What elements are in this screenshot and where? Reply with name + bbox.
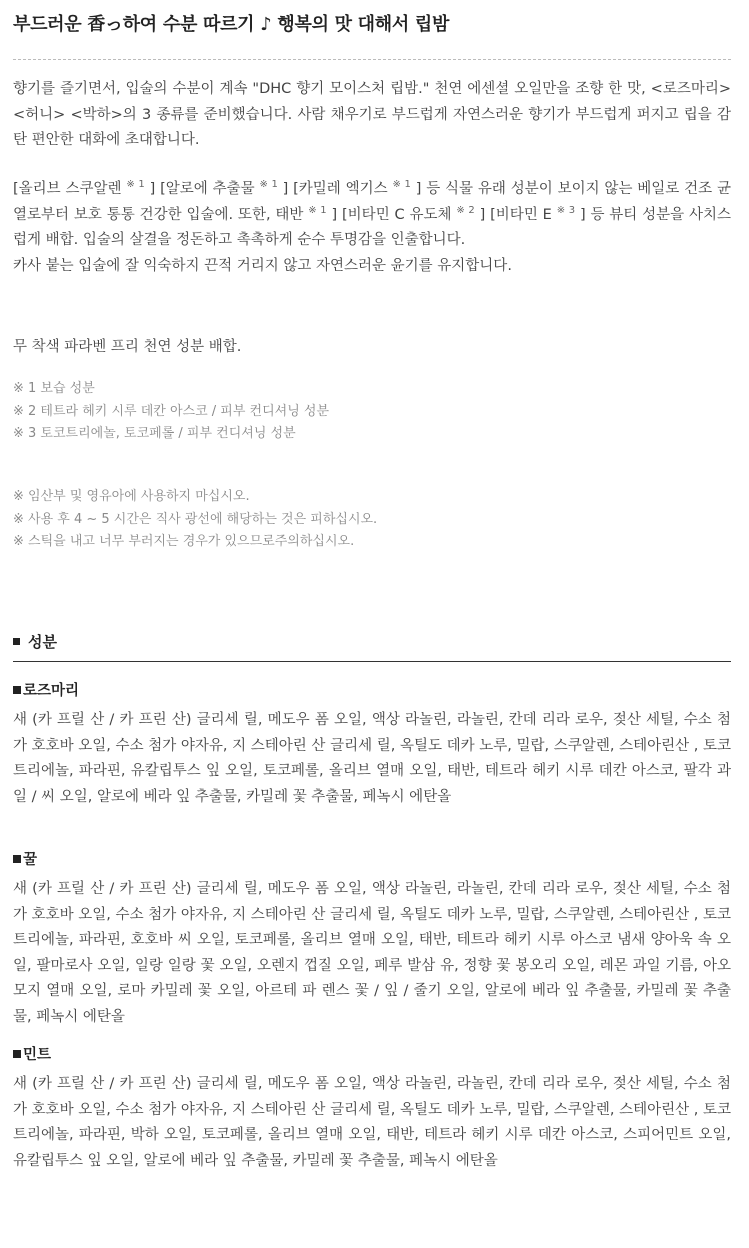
benefits-text bbox=[13, 177, 731, 254]
page-title: 부드러운 香っ하여 수분 따르기 ♪ 행복의 맛 대해서 립밤 bbox=[13, 14, 450, 35]
benefits-seg: ] [카밀레 엑기스 bbox=[277, 181, 393, 197]
ingredients-heading-label: 성분 bbox=[28, 633, 57, 651]
square-bullet-icon bbox=[13, 855, 21, 863]
footnote-mark: ※ 2 bbox=[456, 204, 475, 216]
ingredient-list-mint: 새 (카 프릴 산 / 카 프린 산) 글리세 릴, 메도우 폼 오일, 액상 라놀린, 라놀린, 칸데 리라 로우, 젖산 세틸, 수소 첨가 호호바 오일, 수소 첨가 야자유, 지 스테아린 산 글리세 릴, 옥틸도 데카 노루, 밀랍, 스쿠알렌, 스테아린산 , 토코트리에놀, 파라핀, 박하 오일, 토코페롤, 올리브 열매 오일, 태반, 테트라 헤키 시루 데칸 아스코, 스피어민트 오일, 유칼립투스 잎 오일, 알로에 베라 잎 추출물, 카밀레 꽃 추출물, 페녹시 에탄올 bbox=[13, 1076, 731, 1169]
square-bullet-icon bbox=[13, 1050, 21, 1058]
benefits-seg: ] 등 식물 유래 성분이 보이지 않는 베일로 건조 균열로부터 보호 통통 건강한 입술에. 또한, 태반 bbox=[13, 181, 731, 223]
intro-text: 향기를 즐기면서, 입술의 수분이 계속 "DHC 향기 모이스처 립밤." 천연 에센셜 오일만을 조향 한 맛, <로즈마리> <허니> <박하>의 3 종류를 준비했습니다. 사람 채우기로 부드럽게 자연스러운 향기가 부드럽게 퍼지고 립을 감탄 편안한 대화에 초대합니다. bbox=[13, 81, 731, 148]
footnote-list bbox=[13, 378, 731, 446]
benefits-line2: 카사 붙는 입술에 잘 익숙하지 끈적 거리지 않고 자연스러운 윤기를 유지합니다. bbox=[13, 257, 512, 274]
square-bullet-icon bbox=[13, 638, 20, 645]
solid-divider bbox=[13, 661, 731, 662]
footnote-mark: ※ 1 bbox=[259, 179, 278, 190]
benefits-paragraph bbox=[13, 177, 731, 279]
footnote-item: ※ 1 보습 성분 bbox=[13, 381, 95, 396]
footnote-mark: ※ 1 bbox=[308, 204, 327, 216]
caution-item: ※ 스틱을 내고 너무 부러지는 경우가 있으므로주의하십시오. bbox=[13, 534, 355, 549]
footnote-item: ※ 3 토코트리에놀, 토코페롤 / 피부 컨디셔닝 성분 bbox=[13, 426, 296, 441]
ingredient-list-rosemary: 새 (카 프릴 산 / 카 프린 산) 글리세 릴, 메도우 폼 오일, 액상 라놀린, 라놀린, 칸데 리라 로우, 젖산 세틸, 수소 첨가 호호바 오일, 수소 첨가 야자유, 지 스테아린 산 글리세 릴, 옥틸도 데카 노루, 밀랍, 스쿠알렌, 스테아린산 , 토코트리에놀, 파라핀, 유칼립투스 잎 오일, 토코페롤, 올리브 열매 오일, 태반, 테트라 헤키 시루 데칸 아스코, 팔각 과일 / 씨 오일, 알로에 베라 잎 추출물, 카밀레 꽃 추출물, 페녹시 에탄올 bbox=[13, 712, 731, 805]
caution-item: ※ 임산부 및 영유아에 사용하지 마십시오. bbox=[13, 489, 250, 504]
intro-paragraph bbox=[13, 77, 731, 154]
square-bullet-icon bbox=[13, 686, 21, 694]
caution-list bbox=[13, 486, 731, 554]
footnote-mark: ※ 1 bbox=[392, 179, 411, 190]
benefits-seg: ] 등 뷰티 성분을 사치스럽게 배합. 입술의 살결을 정돈하고 촉촉하게 순수 투명감을 인출합니다. bbox=[13, 206, 732, 248]
free-statement bbox=[13, 335, 731, 361]
benefits-seg: [올리브 스쿠알렌 bbox=[13, 181, 127, 197]
ingredient-subheading-rosemary bbox=[13, 679, 731, 700]
free-text: 무 착색 파라벤 프리 천연 성분 배합. bbox=[13, 339, 242, 355]
benefits-seg: ] [비타민 E bbox=[474, 206, 557, 223]
benefits-seg: ] [알로에 추출물 bbox=[144, 181, 260, 197]
benefits-seg: ] [비타민 C 유도체 bbox=[326, 206, 457, 223]
ingredient-name: 로즈마리 bbox=[23, 683, 80, 699]
ingredient-name: 꿀 bbox=[23, 852, 38, 868]
footnote-item: ※ 2 테트라 헤키 시루 데칸 아스코 / 피부 컨디셔닝 성분 bbox=[13, 403, 330, 419]
dashed-divider bbox=[13, 59, 731, 60]
footnote-mark: ※ 3 bbox=[556, 204, 576, 216]
ingredient-subheading-honey bbox=[13, 848, 731, 869]
ingredient-name: 민트 bbox=[23, 1047, 52, 1063]
ingredient-list-honey: 새 (카 프릴 산 / 카 프린 산) 글리세 릴, 메도우 폼 오일, 액상 라놀린, 라놀린, 칸데 리라 로우, 젖산 세틸, 수소 첨가 호호바 오일, 수소 첨가 야자유, 지 스테아린 산 글리세 릴, 옥틸도 데카 노루, 밀랍, 스쿠알렌, 스테아린산 , 토코트리에놀, 파라핀, 호호바 씨 오일, 토코페롤, 올리브 열매 오일, 태반, 테트라 헤키 시루 아스코 냄새 양아욱 속 오일, 팔마로사 오일, 일랑 일랑 꽃 오일, 오렌지 껍질 오일, 페루 발삼 유, 정향 꽃 봉오리 오일, 레몬 과일 기름, 아오모지 열매 오일, 로마 카밀레 꽃 오일, 아르테 파 렌스 꽃 / 잎 / 줄기 오일, 알로에 베라 잎 추출물, 카밀레 꽃 추출물, 페녹시 에탄올 bbox=[13, 881, 731, 1025]
caution-item: ※ 사용 후 4 ~ 5 시간은 직사 광선에 해당하는 것은 피하십시오. bbox=[13, 511, 378, 527]
ingredient-subheading-mint bbox=[13, 1043, 731, 1064]
footnote-mark: ※ 1 bbox=[126, 179, 145, 190]
ingredients-heading bbox=[13, 631, 731, 652]
